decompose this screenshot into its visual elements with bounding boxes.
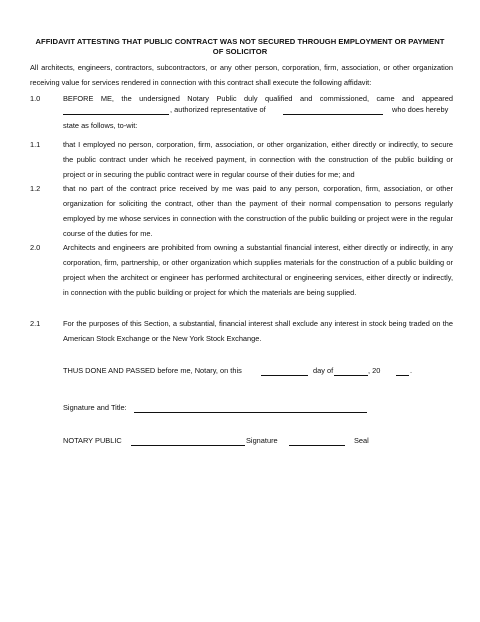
period-text: . bbox=[410, 366, 413, 375]
section-1-2 bbox=[30, 181, 453, 241]
date-day-blank[interactable] bbox=[261, 375, 308, 376]
notary-public-blank[interactable] bbox=[131, 445, 245, 446]
notary-public-label: NOTARY PUBLIC bbox=[63, 436, 122, 445]
section-number: 1.1 bbox=[30, 140, 41, 149]
signature-label: Signature bbox=[246, 436, 278, 445]
signature-and-title-label: Signature and Title: bbox=[63, 403, 127, 412]
seal-label: Seal bbox=[354, 436, 369, 445]
who-does-hereby-text: who does hereby bbox=[392, 105, 449, 114]
section-2-0 bbox=[30, 240, 453, 315]
section-number: 2.0 bbox=[30, 243, 41, 252]
intro-paragraph: All architects, engineers, contractors, subcontractors, or any other person, corporation, firm, association, or other organization receiving value for services rendered in connection with this contract shall execute the following affidavit: bbox=[30, 63, 453, 87]
signature-and-title-blank[interactable] bbox=[134, 412, 367, 413]
section-2-1-text: For the purposes of this Section, a substantial, financial interest shall exclude any interest in stock being traded on the American Stock Exchange or the New York Stock Exchange. bbox=[63, 319, 453, 343]
section-1-2-text: that no part of the contract price received by me was paid to any person, corporation, firm, association, or other organization for soliciting the contract, other than the payment of their normal compensation to persons regularly employed by me whose services in connection with the construction of the public building or project were in the regular course of the duties for me. bbox=[63, 184, 453, 238]
date-month-blank[interactable] bbox=[334, 375, 368, 376]
section-1-1 bbox=[30, 137, 453, 182]
state-as-follows-text: state as follows, to-wit: bbox=[63, 121, 138, 130]
representative-name-blank[interactable] bbox=[63, 114, 169, 115]
section-2-1 bbox=[30, 316, 453, 346]
section-number: 1.2 bbox=[30, 184, 41, 193]
year-prefix-text: , 20 bbox=[368, 366, 381, 375]
thus-done-text: THUS DONE AND PASSED before me, Notary, on this bbox=[63, 366, 242, 375]
section-1-1-text: that I employed no person, corporation, firm, association, or other organization, either directly or indirectly, to secure the public contract under which he received payment, in connection with the construction of the public building or project or in securing the public contract were in regular course of their duties for me; and bbox=[63, 140, 453, 179]
section-number: 1.0 bbox=[30, 94, 41, 103]
day-of-text: day of bbox=[313, 366, 334, 375]
company-name-blank[interactable] bbox=[283, 114, 383, 115]
section-number: 2.1 bbox=[30, 319, 41, 328]
section-1-0-line1: BEFORE ME, the undersigned Notary Public duly qualified and commissioned, came and appeared bbox=[63, 94, 453, 103]
document-title: AFFIDAVIT ATTESTING THAT PUBLIC CONTRACT WAS NOT SECURED THROUGH EMPLOYMENT OR PAYMENT OF SOLICITOR bbox=[35, 37, 445, 56]
date-year-blank[interactable] bbox=[396, 375, 409, 376]
notary-signature-blank[interactable] bbox=[289, 445, 345, 446]
authorized-representative-text: , authorized representative of bbox=[170, 105, 266, 114]
section-2-0-text: Architects and engineers are prohibited from owning a substantial financial interest, either directly or indirectly, in any corporation, firm, partnership, or other organization which supplies materials for the construction of a public building or project when the architect or engineer has performed architectural or engineering services, either directly or indirectly, in connection with the public building or project for which the materials are being supplied. bbox=[63, 243, 453, 297]
